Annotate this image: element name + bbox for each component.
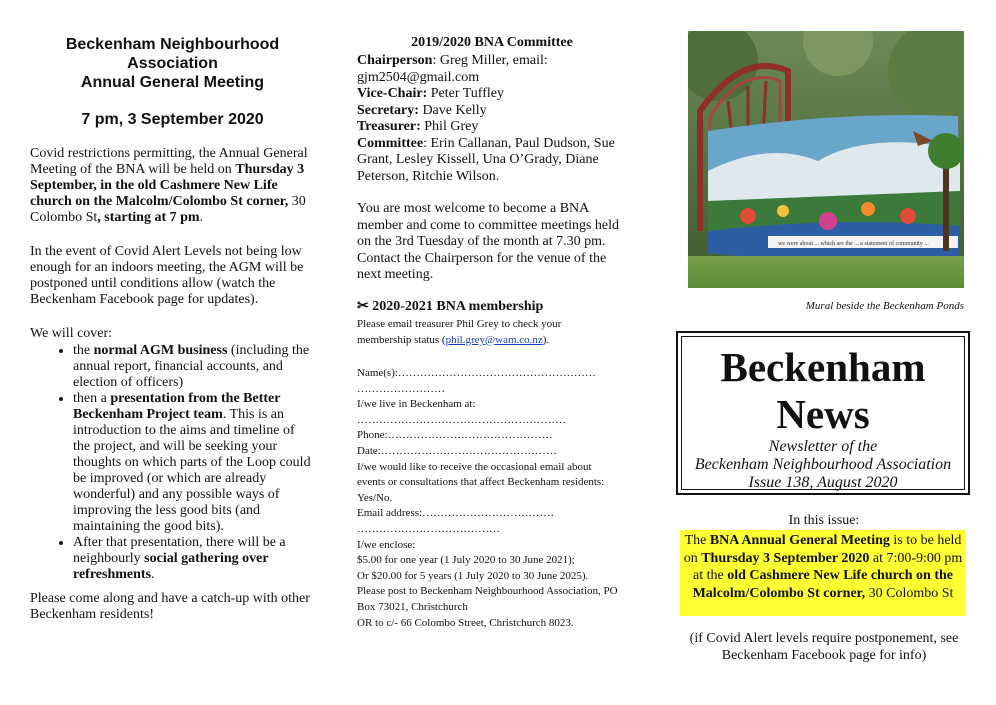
- masthead-subtitle: Newsletter of the: [768, 438, 878, 455]
- mural-image: [688, 31, 964, 288]
- form-option-five-years: Or $20.00 for 5 years (1 July 2020 to 30 June 2025).: [357, 569, 589, 582]
- form-email-optin: I/we would like to receive the occasional email about events or consultations that affect Beckenham residents: Yes/No.: [357, 460, 605, 504]
- agm-cover-intro: We will cover:: [30, 326, 113, 341]
- agm-intro-end: .: [199, 210, 204, 225]
- membership-check-end: ).: [542, 333, 550, 346]
- masthead-box: [676, 331, 970, 495]
- agm-intro-bold: Thursday 3 September, in the old Cashmere New Life church on the Malcolm/Colombo St corner,: [30, 162, 305, 209]
- form-phone-line[interactable]: Phone:………………………………………: [357, 429, 553, 442]
- agm-intro: [30, 146, 315, 226]
- agenda-item-text: . This is an introduction to the aims and timeline of the project, and will be seeking your thoughts on which parts of the Loop could be improved (or which are already wonderful) and any possible ways of improving the less good bits (and maintaining the good bits).: [73, 407, 311, 534]
- agenda-item-social: [73, 535, 313, 583]
- highlight-text: The: [684, 533, 710, 548]
- secretary-label: Secretary:: [357, 102, 419, 118]
- highlight-venue: old Cashmere New Life church on the Malcolm/Colombo St corner,: [692, 568, 954, 601]
- agenda-item-bold: social gathering over refreshments: [73, 551, 269, 582]
- agenda-item-text: the: [73, 343, 94, 358]
- form-date-line[interactable]: Date:…………………………………………: [357, 444, 557, 457]
- form-email-cont[interactable]: …………………………………: [357, 522, 500, 535]
- highlight-text: at 7:00-9:00 pm at the: [692, 550, 963, 583]
- form-post-address: Please post to Beckenham Neighbourhood Association, PO Box 73021, Christchurch: [357, 585, 618, 613]
- highlight-address: 30 Colombo St: [865, 585, 954, 601]
- photo-caption: Mural beside the Beckenham Ponds: [805, 300, 964, 312]
- agm-title: [30, 35, 315, 92]
- committee-list: [357, 53, 627, 185]
- highlight-bold: BNA Annual General Meeting: [709, 533, 890, 548]
- form-alt-address: OR to c/- 66 Colombo Street, Christchurch 8023.: [357, 616, 574, 629]
- mural-text: we were about ... which are the ... a statement of community ...: [778, 241, 929, 247]
- highlight-date: Thursday 3 September 2020: [701, 550, 870, 566]
- agenda-item-bold: presentation from the Better Beckenham Project team: [73, 391, 281, 422]
- vice-value: Peter Tuffley: [427, 86, 504, 101]
- covid-footnote: (if Covid Alert levels require postponement, see Beckenham Facebook page for info): [689, 631, 959, 663]
- agenda-item-text: After that presentation, there will be a neighbourly: [73, 535, 286, 566]
- committee-value: : Erin Callanan, Paul Dudson, Sue Grant, Lesley Kissell, Una O’Grady, Diane Peterson, Ritchie Wilson.: [357, 135, 615, 184]
- agenda-item-presentation: [73, 391, 313, 535]
- committee-members: [357, 136, 627, 186]
- chair-value: : Greg Miller, email: gjm2504@gmail.com: [357, 53, 548, 85]
- vice-label: Vice-Chair:: [357, 86, 428, 101]
- agenda-item-text: (including the annual report, financial accounts, and election of officers): [73, 343, 310, 390]
- agm-intro-text: Covid restrictions permitting, the Annual General Meeting of the BNA will be held on: [30, 146, 308, 177]
- form-email-line[interactable]: Email address:………………………………: [357, 507, 555, 520]
- agm-closing: Please come along and have a catch-up with other Beckenham residents!: [30, 591, 310, 622]
- committee-secretary: [357, 103, 627, 120]
- masthead-issue: Issue 138, August 2020: [748, 474, 898, 491]
- treasurer-value: Phil Grey: [420, 119, 479, 134]
- form-address-line[interactable]: …………………………………………………: [357, 413, 566, 426]
- form-live-label: I/we live in Beckenham at:: [357, 398, 476, 411]
- agm-highlight-box: [680, 530, 966, 616]
- masthead-title-line2: News: [776, 391, 870, 437]
- membership-heading: 2020-2021 BNA membership: [372, 299, 544, 314]
- highlight-text: is to be held on: [683, 533, 962, 566]
- agm-intro-start: , starting at 7 pm: [97, 210, 200, 225]
- committee-label: Committee: [357, 135, 424, 151]
- form-option-one-year: $5.00 for one year (1 July 2020 to 30 June 2021);: [357, 554, 575, 567]
- committee-heading: 2019/2020 BNA Committee: [411, 35, 573, 50]
- form-name-line[interactable]: Name(s):………………………………………………: [357, 367, 596, 379]
- treasurer-email-link[interactable]: phil.grey@wam.co.nz: [445, 333, 543, 346]
- agm-title-line3: Annual General Meeting: [80, 74, 265, 91]
- membership-form: [357, 366, 622, 631]
- in-this-issue-label: In this issue:: [788, 513, 860, 528]
- chair-label: Chairperson: [357, 53, 433, 68]
- agm-title-line2: Association: [127, 55, 218, 72]
- committee-welcome: You are most welcome to become a BNA member and come to committee meetings held on the 3rd Tuesday of the month at 7.30 pm. Contact the Chairperson for the venue of the next meeting.: [357, 201, 620, 282]
- committee-treasurer: [357, 119, 627, 136]
- agm-title-line1: Beckenham Neighbourhood: [65, 36, 280, 53]
- masthead-title-line1: Beckenham: [720, 344, 926, 390]
- treasurer-label: Treasurer:: [357, 119, 421, 134]
- membership-check-text: Please email treasurer Phil Grey to check your membership status (: [357, 318, 562, 346]
- membership-check: [357, 317, 597, 348]
- agenda-item-text: .: [151, 567, 155, 582]
- form-enclose-label: I/we enclose:: [357, 538, 416, 551]
- committee-vice: [357, 86, 627, 103]
- form-name-cont[interactable]: ……………………: [357, 382, 445, 395]
- agm-covid-note: In the event of Covid Alert Levels not being low enough for an indoors meeting, the AGM will be postponed until conditions allow (watch the Beckenham Facebook page for updates).: [30, 244, 304, 307]
- agenda-item-text: then a: [73, 391, 111, 406]
- agenda-item-business: [73, 343, 313, 391]
- agenda-item-bold: normal AGM business: [93, 343, 228, 358]
- agm-agenda-list: [30, 343, 313, 583]
- agm-datetime: 7 pm, 3 September 2020: [81, 111, 264, 128]
- mural-photo: [688, 31, 964, 288]
- scissors-icon: ✂: [357, 299, 369, 314]
- cover-column: [676, 0, 972, 705]
- membership-heading-row: [357, 298, 627, 315]
- secretary-value: Dave Kelly: [418, 102, 487, 118]
- agm-intro-address: 30 Colombo St: [30, 194, 306, 225]
- masthead-association: Beckenham Neighbourhood Association: [694, 456, 952, 473]
- committee-chair: [357, 53, 627, 86]
- masthead-inner-border: [681, 336, 965, 490]
